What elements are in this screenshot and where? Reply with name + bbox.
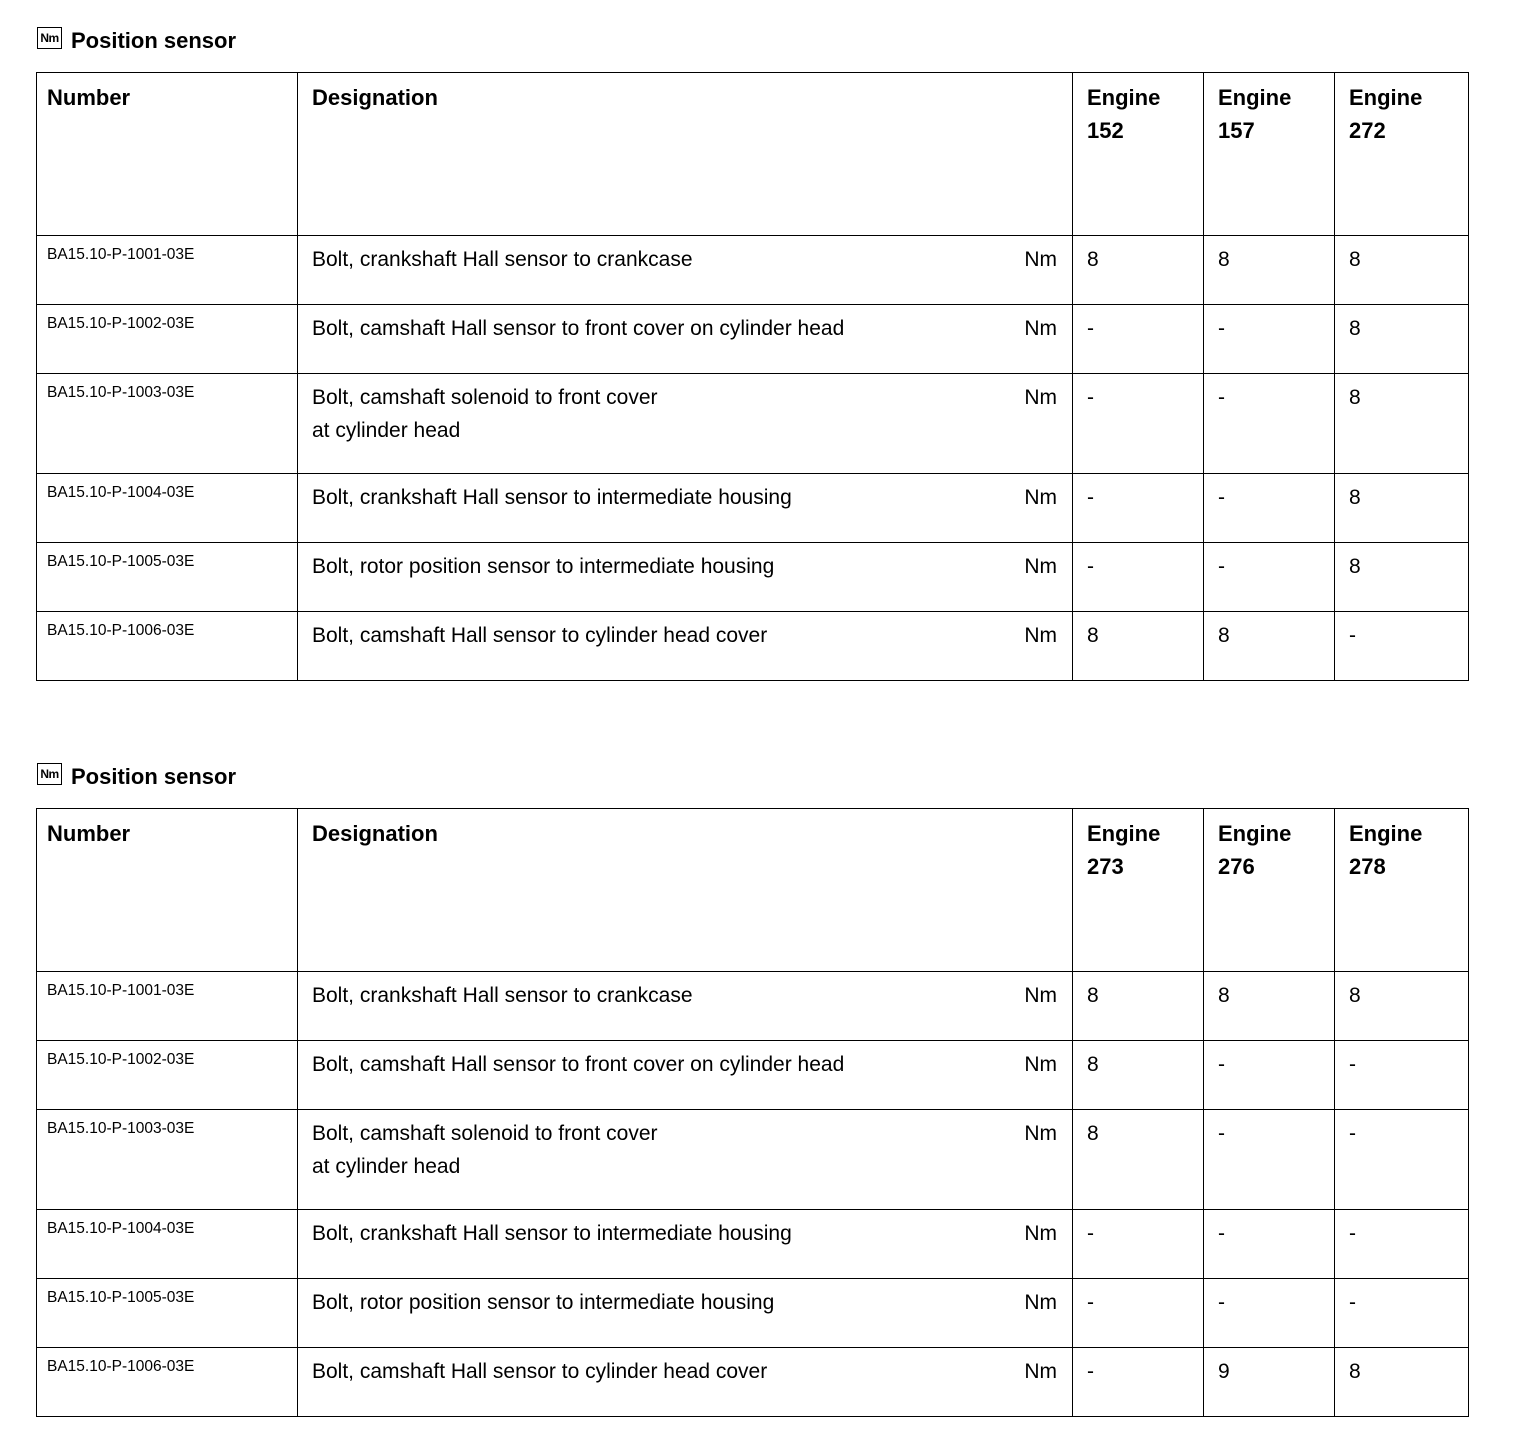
unit-label: Nm	[1024, 1360, 1057, 1383]
designation-wrap	[298, 1279, 1072, 1319]
header-number-label: Number	[47, 85, 131, 110]
designation-wrap	[298, 305, 1072, 345]
document-number: BA15.10-P-1001-03E	[47, 246, 195, 263]
torque-value: -	[1218, 1222, 1225, 1245]
header-designation-label: Designation	[312, 821, 438, 846]
document-number: BA15.10-P-1006-03E	[47, 622, 195, 639]
document-number: BA15.10-P-1001-03E	[47, 982, 195, 999]
cell-torque-value	[1335, 612, 1469, 681]
unit-label: Nm	[1024, 1122, 1057, 1145]
table-row	[37, 374, 1469, 474]
document-number: BA15.10-P-1002-03E	[47, 315, 195, 332]
cell-designation	[298, 474, 1073, 543]
header-engine	[1204, 809, 1335, 972]
designation-text: Bolt, rotor position sensor to intermediate housing	[312, 555, 775, 578]
designation-text: Bolt, camshaft Hall sensor to cylinder head cover	[312, 1360, 768, 1383]
unit-label: Nm	[1024, 1053, 1057, 1076]
cell-torque-value	[1204, 1210, 1335, 1279]
cell-torque-value	[1073, 1041, 1204, 1110]
header-engine	[1335, 73, 1469, 236]
unit-label: Nm	[1024, 1291, 1057, 1314]
cell-designation	[298, 972, 1073, 1041]
table-row	[37, 236, 1469, 305]
cell-torque-value	[1073, 474, 1204, 543]
header-number	[37, 809, 298, 972]
header-engine-label: Engine 273	[1087, 821, 1161, 879]
designation-wrap	[298, 1210, 1072, 1250]
header-engine-label: Engine 272	[1349, 85, 1423, 143]
table-row	[37, 474, 1469, 543]
document-number: BA15.10-P-1006-03E	[47, 1358, 195, 1375]
cell-torque-value	[1073, 1210, 1204, 1279]
cell-torque-value	[1204, 1041, 1335, 1110]
cell-torque-value	[1073, 1279, 1204, 1348]
header-designation	[298, 73, 1073, 236]
header-engine-label: Engine 152	[1087, 85, 1161, 143]
torque-value: 8	[1349, 486, 1361, 509]
cell-designation	[298, 305, 1073, 374]
torque-value: -	[1218, 317, 1225, 340]
torque-value: 9	[1218, 1360, 1230, 1383]
cell-torque-value	[1073, 305, 1204, 374]
designation-wrap	[298, 543, 1072, 583]
torque-value: -	[1087, 555, 1094, 578]
section-title-text: Position sensor	[71, 764, 237, 789]
cell-torque-value	[1335, 1110, 1469, 1210]
cell-torque-value	[1335, 374, 1469, 474]
torque-value: -	[1087, 1222, 1094, 1245]
torque-value: -	[1349, 1291, 1356, 1314]
document-number: BA15.10-P-1003-03E	[47, 384, 195, 401]
designation-text: Bolt, camshaft Hall sensor to cylinder head cover	[312, 624, 768, 647]
cell-torque-value	[1335, 1279, 1469, 1348]
torque-value: 8	[1349, 1360, 1361, 1383]
header-row	[37, 809, 1469, 972]
cell-designation	[298, 1210, 1073, 1279]
cell-torque-value	[1204, 374, 1335, 474]
cell-torque-value	[1335, 1041, 1469, 1110]
designation-wrap	[298, 1348, 1072, 1388]
cell-number	[37, 612, 298, 681]
torque-value: 8	[1087, 624, 1099, 647]
cell-torque-value	[1204, 543, 1335, 612]
cell-designation	[298, 543, 1073, 612]
cell-torque-value	[1073, 1110, 1204, 1210]
torque-value: 8	[1349, 555, 1361, 578]
cell-torque-value	[1204, 305, 1335, 374]
header-number	[37, 73, 298, 236]
unit-label: Nm	[1024, 984, 1057, 1007]
cell-torque-value	[1204, 1348, 1335, 1417]
torque-spec-table	[36, 808, 1469, 1417]
designation-text: Bolt, camshaft solenoid to front cover at cylinder head	[312, 1122, 658, 1178]
cell-torque-value	[1073, 972, 1204, 1041]
header-number-label: Number	[47, 821, 131, 846]
cell-torque-value	[1073, 374, 1204, 474]
document-number: BA15.10-P-1005-03E	[47, 1289, 195, 1306]
cell-designation	[298, 1041, 1073, 1110]
table-row	[37, 305, 1469, 374]
section-title	[37, 26, 236, 56]
torque-spec-table	[36, 72, 1469, 681]
torque-value: -	[1087, 486, 1094, 509]
unit-label: Nm	[1024, 624, 1057, 647]
torque-value: -	[1349, 1122, 1356, 1145]
cell-torque-value	[1335, 305, 1469, 374]
unit-label: Nm	[1024, 248, 1057, 271]
cell-number	[37, 1279, 298, 1348]
cell-number	[37, 236, 298, 305]
torque-value: 8	[1349, 317, 1361, 340]
cell-torque-value	[1204, 236, 1335, 305]
cell-designation	[298, 236, 1073, 305]
cell-torque-value	[1204, 1279, 1335, 1348]
cell-number	[37, 1110, 298, 1210]
torque-value: -	[1087, 386, 1094, 409]
cell-number	[37, 374, 298, 474]
designation-wrap	[298, 474, 1072, 514]
torque-nm-icon: Nm	[37, 27, 62, 49]
cell-torque-value	[1204, 1110, 1335, 1210]
cell-torque-value	[1204, 612, 1335, 681]
table-row	[37, 1279, 1469, 1348]
cell-torque-value	[1335, 1210, 1469, 1279]
designation-wrap	[298, 1041, 1072, 1081]
torque-value: 8	[1087, 248, 1099, 271]
document-number: BA15.10-P-1003-03E	[47, 1120, 195, 1137]
torque-value: -	[1218, 1291, 1225, 1314]
designation-text: Bolt, rotor position sensor to intermediate housing	[312, 1291, 775, 1314]
header-engine-label: Engine 278	[1349, 821, 1423, 879]
table-row	[37, 612, 1469, 681]
torque-value: -	[1349, 624, 1356, 647]
unit-label: Nm	[1024, 317, 1057, 340]
torque-value: -	[1087, 317, 1094, 340]
cell-number	[37, 1041, 298, 1110]
document-number: BA15.10-P-1004-03E	[47, 1220, 195, 1237]
torque-value: 8	[1087, 1053, 1099, 1076]
torque-value: 8	[1087, 984, 1099, 1007]
table-row	[37, 543, 1469, 612]
torque-value: -	[1349, 1053, 1356, 1076]
cell-torque-value	[1335, 972, 1469, 1041]
document-number: BA15.10-P-1004-03E	[47, 484, 195, 501]
header-engine	[1335, 809, 1469, 972]
cell-torque-value	[1073, 612, 1204, 681]
torque-value: 8	[1087, 1122, 1099, 1145]
cell-torque-value	[1204, 972, 1335, 1041]
cell-torque-value	[1073, 543, 1204, 612]
section-title	[37, 762, 236, 792]
document-number: BA15.10-P-1002-03E	[47, 1051, 195, 1068]
torque-value: 8	[1349, 386, 1361, 409]
table-row	[37, 1210, 1469, 1279]
designation-wrap	[298, 1110, 1072, 1183]
cell-designation	[298, 1110, 1073, 1210]
header-engine-label: Engine 157	[1218, 85, 1292, 143]
header-designation-label: Designation	[312, 85, 438, 110]
torque-value: 8	[1349, 248, 1361, 271]
cell-torque-value	[1335, 543, 1469, 612]
cell-torque-value	[1335, 474, 1469, 543]
table-row	[37, 1348, 1469, 1417]
designation-text: Bolt, crankshaft Hall sensor to intermediate housing	[312, 486, 792, 509]
header-designation	[298, 809, 1073, 972]
cell-number	[37, 543, 298, 612]
unit-label: Nm	[1024, 486, 1057, 509]
cell-torque-value	[1335, 236, 1469, 305]
torque-value: -	[1218, 486, 1225, 509]
torque-value: 8	[1349, 984, 1361, 1007]
torque-value: -	[1218, 1053, 1225, 1076]
header-engine	[1073, 809, 1204, 972]
unit-label: Nm	[1024, 386, 1057, 409]
cell-torque-value	[1335, 1348, 1469, 1417]
unit-label: Nm	[1024, 1222, 1057, 1245]
cell-torque-value	[1204, 474, 1335, 543]
header-engine-label: Engine 276	[1218, 821, 1292, 879]
cell-designation	[298, 1348, 1073, 1417]
cell-designation	[298, 1279, 1073, 1348]
torque-value: 8	[1218, 984, 1230, 1007]
designation-text: Bolt, crankshaft Hall sensor to crankcase	[312, 984, 693, 1007]
torque-nm-icon: Nm	[37, 763, 62, 785]
table-row	[37, 1110, 1469, 1210]
torque-value: -	[1218, 386, 1225, 409]
table-row	[37, 972, 1469, 1041]
cell-torque-value	[1073, 1348, 1204, 1417]
table-row	[37, 1041, 1469, 1110]
cell-number	[37, 474, 298, 543]
cell-number	[37, 1210, 298, 1279]
cell-number	[37, 1348, 298, 1417]
torque-value: 8	[1218, 624, 1230, 647]
torque-value: -	[1218, 555, 1225, 578]
designation-wrap	[298, 972, 1072, 1012]
header-row	[37, 73, 1469, 236]
designation-wrap	[298, 612, 1072, 652]
designation-text: Bolt, camshaft solenoid to front cover at cylinder head	[312, 386, 658, 442]
torque-value: -	[1218, 1122, 1225, 1145]
cell-torque-value	[1073, 236, 1204, 305]
torque-value: -	[1087, 1291, 1094, 1314]
document-number: BA15.10-P-1005-03E	[47, 553, 195, 570]
designation-text: Bolt, camshaft Hall sensor to front cover on cylinder head	[312, 317, 845, 340]
designation-wrap	[298, 236, 1072, 276]
torque-value: 8	[1218, 248, 1230, 271]
designation-text: Bolt, crankshaft Hall sensor to intermediate housing	[312, 1222, 792, 1245]
header-engine	[1073, 73, 1204, 236]
cell-number	[37, 972, 298, 1041]
header-engine	[1204, 73, 1335, 236]
designation-text: Bolt, camshaft Hall sensor to front cover on cylinder head	[312, 1053, 845, 1076]
cell-designation	[298, 374, 1073, 474]
section-title-text: Position sensor	[71, 28, 237, 53]
torque-value: -	[1087, 1360, 1094, 1383]
unit-label: Nm	[1024, 555, 1057, 578]
cell-number	[37, 305, 298, 374]
designation-text: Bolt, crankshaft Hall sensor to crankcase	[312, 248, 693, 271]
cell-designation	[298, 612, 1073, 681]
designation-wrap	[298, 374, 1072, 447]
torque-value: -	[1349, 1222, 1356, 1245]
